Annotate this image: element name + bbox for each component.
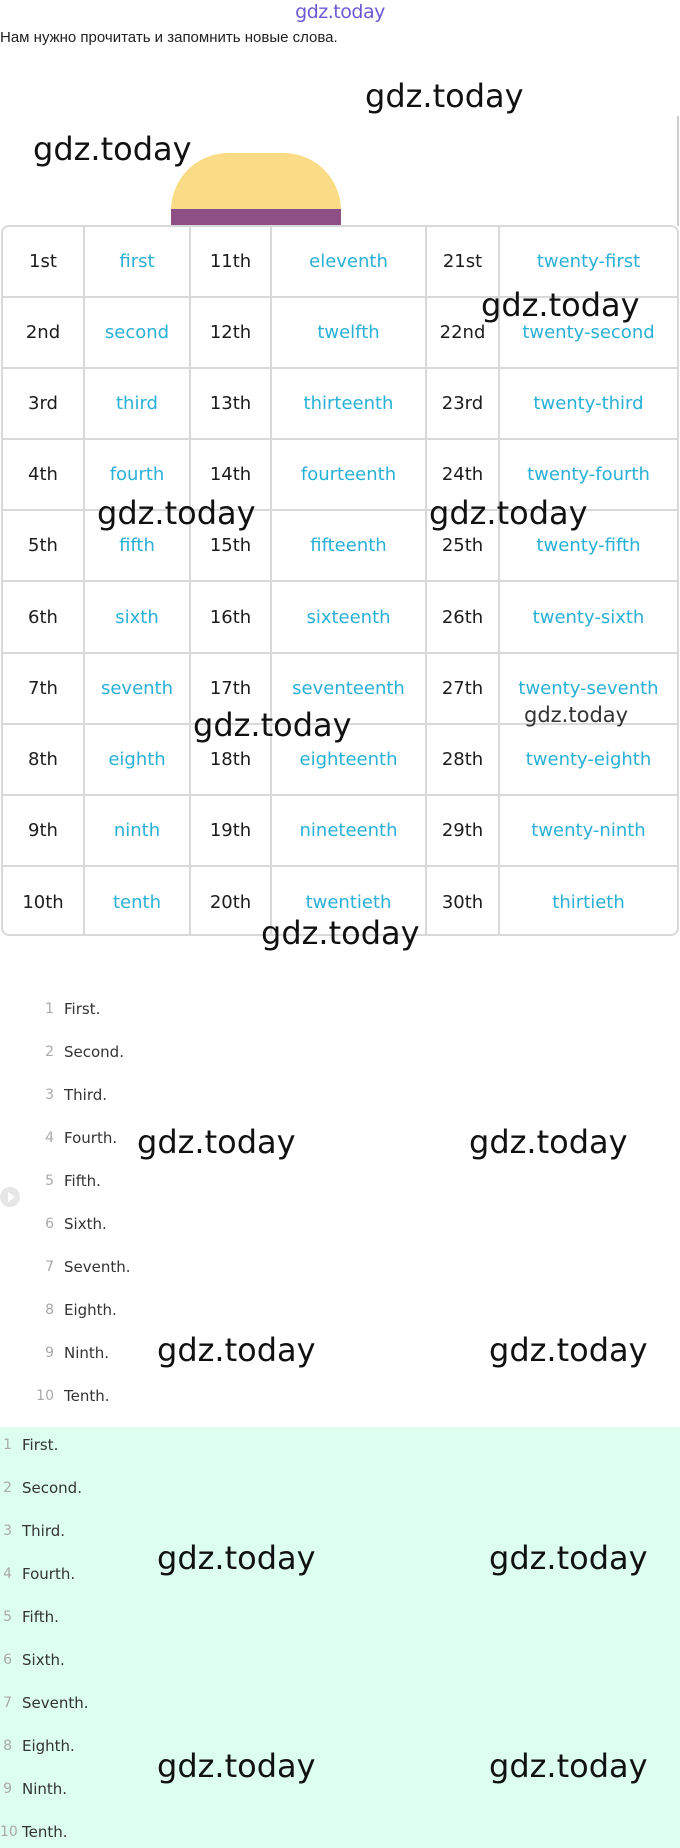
list-item-text: Second. bbox=[64, 1042, 124, 1061]
list-item-text: First. bbox=[64, 999, 101, 1018]
ordinal-number-cell: 15th bbox=[191, 511, 272, 580]
list-item-number: 5 bbox=[45, 1172, 54, 1189]
ordinal-word-cell: twenty-eighth bbox=[525, 748, 652, 770]
list-item-number: 7 bbox=[45, 1258, 54, 1275]
list-item bbox=[0, 1030, 680, 1073]
ordinal-number-cell: 29th bbox=[427, 796, 500, 865]
band-shape bbox=[171, 209, 341, 225]
list-item bbox=[0, 1423, 680, 1466]
divider-line bbox=[677, 116, 679, 226]
ordinals-table bbox=[1, 225, 679, 936]
list-item bbox=[0, 1681, 680, 1724]
ordinal-number-cell: 20th bbox=[191, 867, 272, 936]
watermark: gdz.today bbox=[489, 1747, 648, 1785]
site-logo[interactable]: gdz.today bbox=[295, 1, 385, 23]
list-item-number: 4 bbox=[45, 1129, 54, 1146]
list-item-number: 2 bbox=[3, 1479, 12, 1496]
list-item-number: 7 bbox=[3, 1694, 12, 1711]
ordinal-number-cell: 6th bbox=[3, 582, 85, 651]
ordinal-number-cell: 24th bbox=[427, 440, 500, 509]
ordinal-number-cell: 25th bbox=[427, 511, 500, 580]
ordinal-word-cell: eleventh bbox=[272, 227, 427, 296]
ordinal-word-cell: eighth bbox=[85, 725, 191, 794]
list-item-number: 1 bbox=[3, 1436, 12, 1453]
intro-text: Нам нужно прочитать и запомнить новые слова. bbox=[0, 29, 338, 46]
list-item bbox=[0, 1810, 680, 1848]
list-item bbox=[0, 1374, 680, 1417]
ordinal-number-cell: 3rd bbox=[3, 369, 85, 438]
ordinal-word-cell: twenty-ninth bbox=[531, 819, 646, 841]
ordinal-word-cell: sixth bbox=[85, 582, 191, 651]
ordinal-word-cell: twentieth bbox=[272, 867, 427, 936]
list-item-number: 10 bbox=[36, 1387, 54, 1404]
list-item-text: Fifth. bbox=[22, 1607, 59, 1626]
list-item-number: 6 bbox=[45, 1215, 54, 1232]
list-item-text: Tenth. bbox=[22, 1822, 68, 1841]
ordinal-word-cell: second bbox=[85, 298, 191, 367]
watermark: gdz.today bbox=[97, 494, 256, 532]
watermark: gdz.today bbox=[33, 130, 192, 168]
ordinal-word-cell: eighteenth bbox=[272, 725, 427, 794]
ordinal-word-cell: sixteenth bbox=[272, 582, 427, 651]
ordinal-word-cell: twenty-seventh bbox=[518, 677, 659, 699]
watermark: gdz.today bbox=[489, 1539, 648, 1577]
ordinal-word-cell: twenty-sixth bbox=[532, 606, 645, 628]
ordinal-number-cell: 21st bbox=[427, 227, 500, 296]
table-row bbox=[3, 796, 677, 867]
list-item bbox=[0, 1638, 680, 1681]
ordinal-number-cell: 9th bbox=[3, 796, 85, 865]
ordinal-number-cell: 18th bbox=[191, 725, 272, 794]
watermark: gdz.today bbox=[524, 703, 629, 727]
watermark: gdz.today bbox=[261, 914, 420, 952]
watermark: gdz.today bbox=[489, 1331, 648, 1369]
list-item-text: Eighth. bbox=[22, 1736, 75, 1755]
list-item-number: 10 bbox=[0, 1823, 18, 1840]
ordinal-word-cell: twelfth bbox=[272, 298, 427, 367]
ordinal-number-cell: 4th bbox=[3, 440, 85, 509]
list-item-number: 4 bbox=[3, 1565, 12, 1582]
list-item bbox=[0, 1245, 680, 1288]
ordinal-word-cell: fourteenth bbox=[272, 440, 427, 509]
list-item-number: 5 bbox=[3, 1608, 12, 1625]
list-item-number: 8 bbox=[45, 1301, 54, 1318]
ordinal-number-cell: 7th bbox=[3, 654, 85, 723]
list-item-text: Sixth. bbox=[22, 1650, 65, 1669]
bun-shape bbox=[171, 153, 341, 213]
list-item-text: Fourth. bbox=[22, 1564, 76, 1583]
ordinal-number-cell: 22nd bbox=[427, 298, 500, 367]
watermark: gdz.today bbox=[193, 706, 352, 744]
burger-illustration bbox=[171, 153, 341, 225]
ordinal-word-cell: fifteenth bbox=[272, 511, 427, 580]
ordinal-number-cell: 23rd bbox=[427, 369, 500, 438]
list-item bbox=[0, 1288, 680, 1331]
watermark: gdz.today bbox=[137, 1123, 296, 1161]
ordinal-number-cell: 30th bbox=[427, 867, 500, 936]
ordinal-number-cell: 16th bbox=[191, 582, 272, 651]
list-item-number: 1 bbox=[45, 1000, 54, 1017]
ordinal-word-cell: third bbox=[85, 369, 191, 438]
list-item-text: Tenth. bbox=[64, 1386, 110, 1405]
ordinal-number-cell: 13th bbox=[191, 369, 272, 438]
ordinal-word-cell: seventh bbox=[85, 654, 191, 723]
play-icon[interactable] bbox=[0, 1187, 20, 1207]
ordinal-number-cell: 2nd bbox=[3, 298, 85, 367]
ordinal-word-cell: first bbox=[85, 227, 191, 296]
list-item-number: 9 bbox=[3, 1780, 12, 1797]
list-item-text: Eighth. bbox=[64, 1300, 117, 1319]
ordinal-number-cell: 8th bbox=[3, 725, 85, 794]
list-item-number: 9 bbox=[45, 1344, 54, 1361]
ordinal-word-cell: fourth bbox=[85, 440, 191, 509]
list-item-text: Third. bbox=[64, 1085, 108, 1104]
ordinal-word-cell: thirtieth bbox=[552, 891, 625, 913]
ordinal-word-cell: seventeenth bbox=[272, 654, 427, 723]
ordinal-number-cell: 17th bbox=[191, 654, 272, 723]
list-item bbox=[0, 1595, 680, 1638]
ordinal-word-cell: nineteenth bbox=[272, 796, 427, 865]
ordinal-number-cell: 11th bbox=[191, 227, 272, 296]
list-item-text: Ninth. bbox=[22, 1779, 68, 1798]
list-item-text: Ninth. bbox=[64, 1343, 110, 1362]
ordinal-word-cell: twenty-fifth bbox=[536, 535, 641, 557]
ordinal-number-cell: 26th bbox=[427, 582, 500, 651]
watermark: gdz.today bbox=[429, 494, 588, 532]
list-item-number: 3 bbox=[3, 1522, 12, 1539]
watermark: gdz.today bbox=[469, 1123, 628, 1161]
list-item bbox=[0, 1466, 680, 1509]
list-item-text: Seventh. bbox=[22, 1693, 89, 1712]
ordinal-number-cell: 27th bbox=[427, 654, 500, 723]
list-item bbox=[0, 1159, 680, 1202]
list-item-text: Sixth. bbox=[64, 1214, 107, 1233]
ordinal-word-cell: twenty-fourth bbox=[527, 464, 650, 486]
ordinal-word-cell: thirteenth bbox=[272, 369, 427, 438]
ordinal-number-cell: 10th bbox=[3, 867, 85, 936]
list-item-text: Second. bbox=[22, 1478, 82, 1497]
ordinal-number-cell: 28th bbox=[427, 725, 500, 794]
list-item-text: Fourth. bbox=[64, 1128, 118, 1147]
watermark: gdz.today bbox=[157, 1331, 316, 1369]
ordinal-word-cell: ninth bbox=[85, 796, 191, 865]
watermark: gdz.today bbox=[157, 1539, 316, 1577]
ordinal-number-cell: 14th bbox=[191, 440, 272, 509]
ordinal-word-cell: twenty-third bbox=[533, 393, 644, 415]
list-item-number: 3 bbox=[45, 1086, 54, 1103]
list-item-text: Seventh. bbox=[64, 1257, 131, 1276]
ordinal-word-cell: tenth bbox=[85, 867, 191, 936]
list-item-text: Third. bbox=[22, 1521, 66, 1540]
ordinal-word-cell: fifth bbox=[85, 511, 191, 580]
list-item-number: 2 bbox=[45, 1043, 54, 1060]
list-item-text: First. bbox=[22, 1435, 59, 1454]
list-item bbox=[0, 1073, 680, 1116]
ordinal-word-cell: twenty-second bbox=[522, 322, 655, 344]
ordinal-number-cell: 19th bbox=[191, 796, 272, 865]
watermark: gdz.today bbox=[157, 1747, 316, 1785]
watermark: gdz.today bbox=[365, 77, 524, 115]
list-item-number: 6 bbox=[3, 1651, 12, 1668]
list-item-number: 8 bbox=[3, 1737, 12, 1754]
ordinal-number-cell: 5th bbox=[3, 511, 85, 580]
ordinal-number-cell: 1st bbox=[3, 227, 85, 296]
list-item-text: Fifth. bbox=[64, 1171, 101, 1190]
list-item bbox=[0, 987, 680, 1030]
table-row bbox=[3, 582, 677, 653]
table-row bbox=[3, 369, 677, 440]
watermark: gdz.today bbox=[481, 286, 640, 324]
ordinal-number-cell: 12th bbox=[191, 298, 272, 367]
ordinal-word-cell: twenty-first bbox=[536, 251, 641, 273]
list-item bbox=[0, 1202, 680, 1245]
